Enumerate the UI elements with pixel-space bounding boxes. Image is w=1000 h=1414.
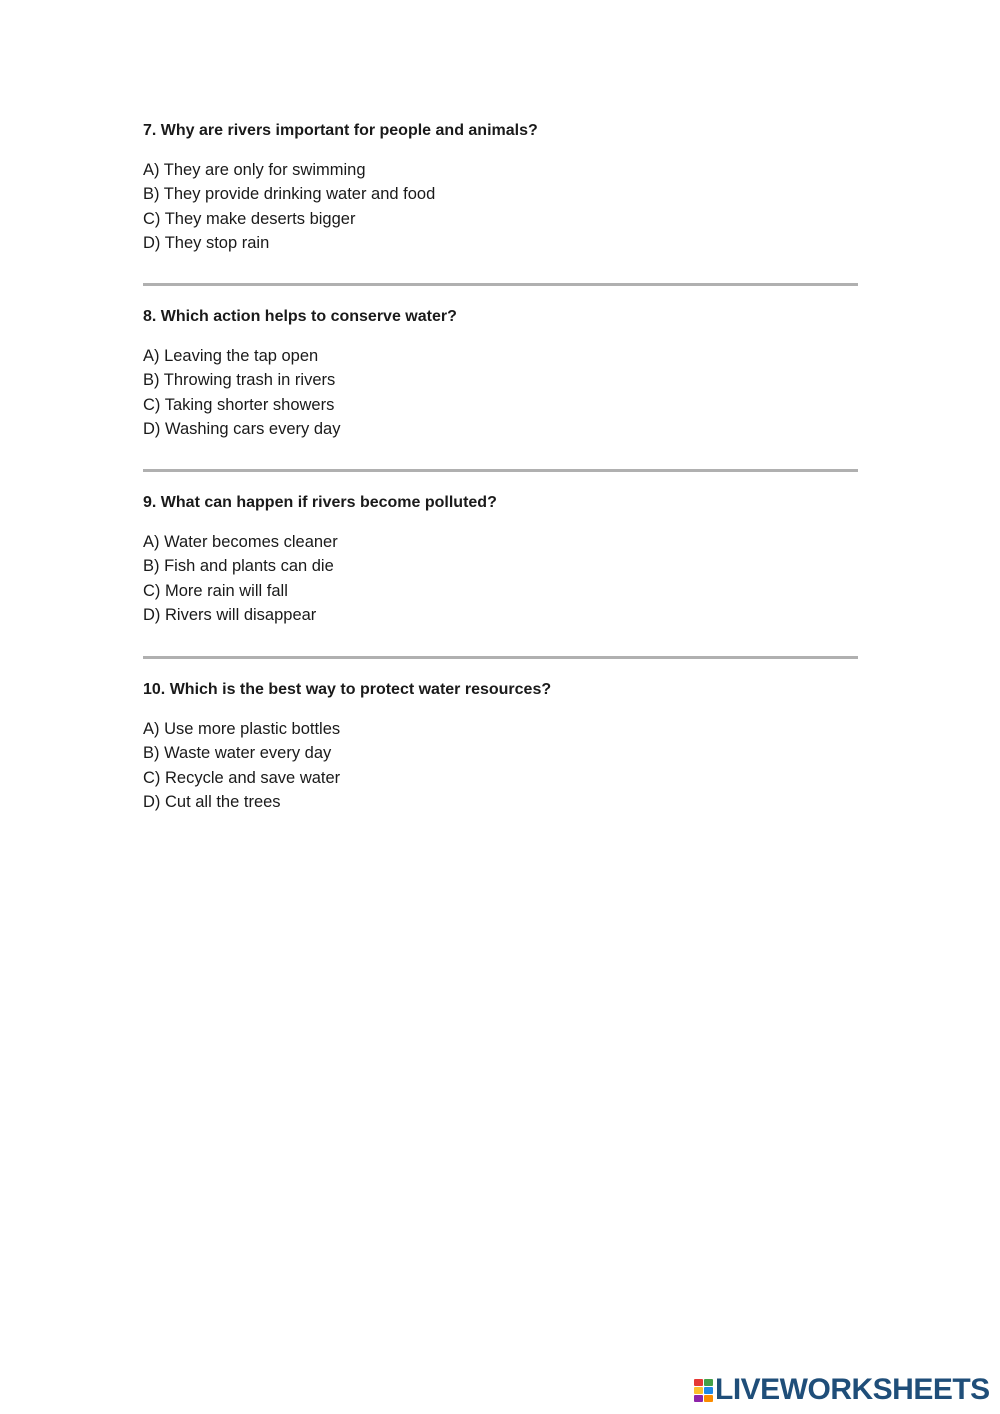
- answer-option-d[interactable]: D) Cut all the trees: [143, 793, 281, 812]
- liveworksheets-logo: [694, 1374, 990, 1406]
- question-title: 10. Which is the best way to protect water resources?: [143, 681, 552, 698]
- answer-option-c[interactable]: C) More rain will fall: [143, 581, 288, 600]
- question-7: [143, 121, 858, 256]
- divider: [143, 656, 858, 659]
- answer-option-a[interactable]: A) Use more plastic bottles: [143, 720, 341, 738]
- question-title: 8. Which action helps to conserve water?: [143, 308, 457, 325]
- logo-block: [694, 1379, 703, 1386]
- divider: [143, 469, 858, 472]
- question-title: 9. What can happen if rivers become polluted?: [143, 494, 497, 511]
- logo-text: LIVEWORKSHEETS: [715, 1373, 990, 1406]
- answer-option-a[interactable]: A) They are only for swimming: [143, 161, 366, 179]
- answer-option-b[interactable]: B) Fish and plants can die: [143, 557, 334, 576]
- answer-option-c[interactable]: C) Taking shorter showers: [143, 395, 335, 414]
- logo-block: [694, 1395, 703, 1402]
- logo-block: [694, 1387, 703, 1394]
- answer-option-a[interactable]: A) Leaving the tap open: [143, 347, 319, 365]
- logo-block: [704, 1379, 713, 1386]
- logo-block: [704, 1395, 713, 1402]
- answer-option-d[interactable]: D) Rivers will disappear: [143, 606, 317, 625]
- answer-option-d[interactable]: D) They stop rain: [143, 234, 270, 253]
- divider: [143, 283, 858, 286]
- answer-option-b[interactable]: B) Waste water every day: [143, 744, 332, 763]
- answer-option-b[interactable]: B) They provide drinking water and food: [143, 185, 436, 204]
- question-9: [143, 493, 858, 628]
- logo-block: [704, 1387, 713, 1394]
- answer-option-c[interactable]: C) Recycle and save water: [143, 768, 341, 787]
- question-8: [143, 307, 858, 442]
- answer-option-b[interactable]: B) Throwing trash in rivers: [143, 371, 336, 390]
- answer-option-a[interactable]: A) Water becomes cleaner: [143, 533, 338, 551]
- answer-option-c[interactable]: C) They make deserts bigger: [143, 209, 356, 228]
- logo-blocks-icon: [694, 1379, 712, 1401]
- question-title: 7. Why are rivers important for people and animals?: [143, 122, 538, 139]
- answer-option-d[interactable]: D) Washing cars every day: [143, 420, 341, 439]
- question-10: [143, 680, 858, 815]
